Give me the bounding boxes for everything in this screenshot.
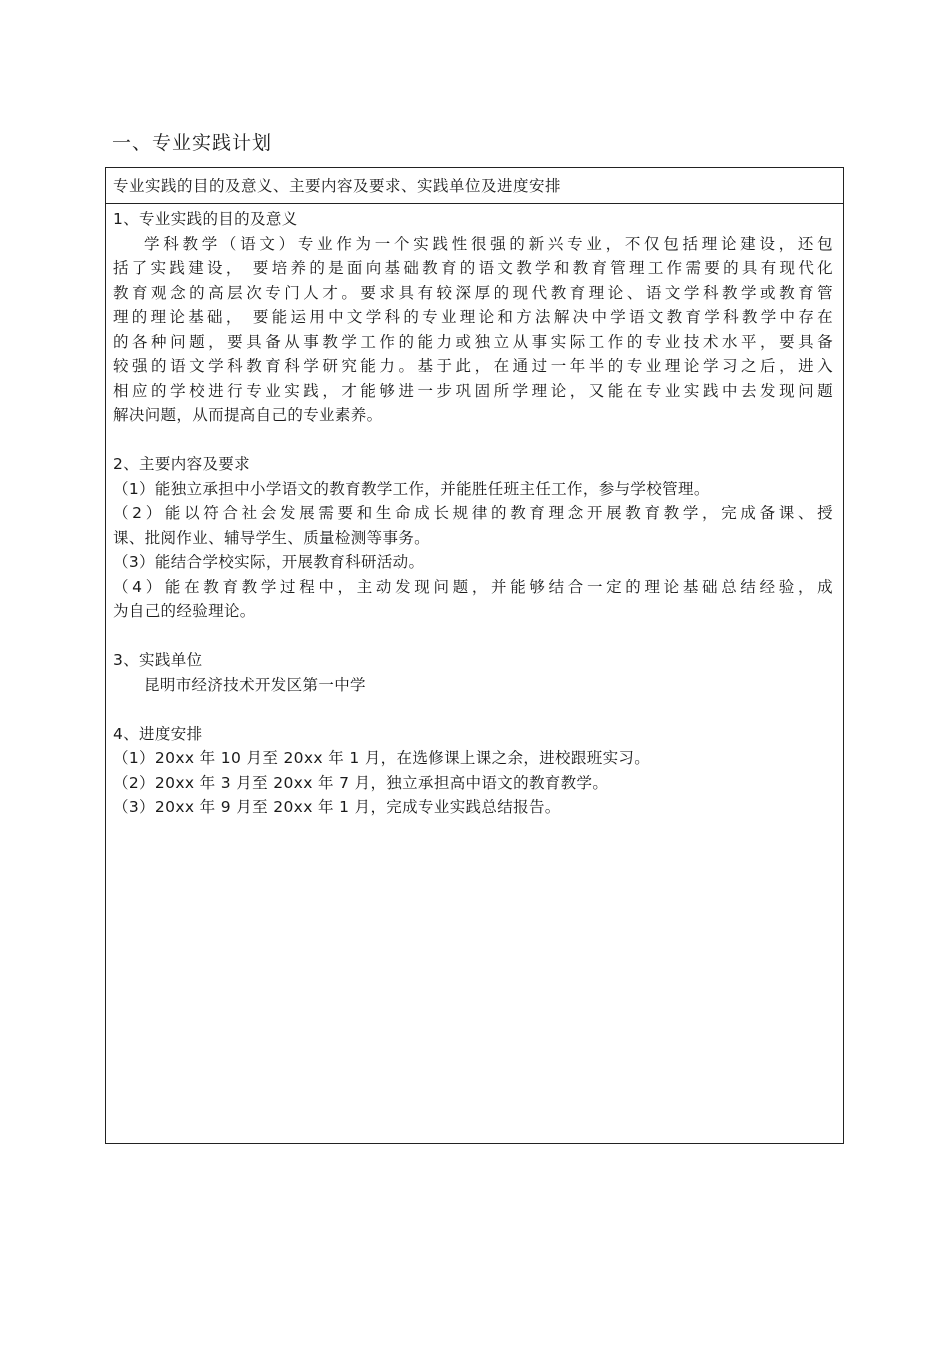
section4-heading: 4、进度安排 xyxy=(113,724,203,743)
section2-line: （4）能在教育教学过程中，主动发现问题，并能够结合一定的理论基础总结经验，成 xyxy=(113,577,833,596)
section1-line: 括了实践建设， 要培养的是面向基础教育的语文教学和教育管理工作需要的具有现代化 xyxy=(113,259,833,277)
section2-line: （1）能独立承担中小学语文的教育教学工作，并能胜任班主任工作，参与学校管理。 xyxy=(113,479,710,498)
schedule-item: （2）20xx 年 3 月至 20xx 年 7 月，独立承担高中语文的教育教学。 xyxy=(113,773,609,792)
page-title: 一、专业实践计划 xyxy=(112,132,273,154)
section1-line: 理的理论基础， 要能运用中文学科的专业理论和方法解决中学语文教育学科教学中存在 xyxy=(113,308,833,326)
section3-heading: 3、实践单位 xyxy=(113,651,203,669)
section1-heading: 1、专业实践的目的及意义 xyxy=(113,210,298,228)
section2-line: （3）能结合学校实际，开展教育科研活动。 xyxy=(113,553,425,571)
practice-unit: 昆明市经济技术开发区第一中学 xyxy=(144,675,366,694)
section2-heading: 2、主要内容及要求 xyxy=(113,455,251,473)
section1-line: 解决问题，从而提高自己的专业素养。 xyxy=(113,406,383,424)
section1-line: 教育观念的高层次专门人才。要求具有较深厚的现代教育理论、语文学科教学或教育管 xyxy=(113,283,833,302)
section2-line: （2）能以符合社会发展需要和生命成长规律的教育理念开展教育教学，完成备课、授 xyxy=(113,504,833,522)
schedule-item: （1）20xx 年 10 月至 20xx 年 1 月，在选修课上课之余，进校跟班实习。 xyxy=(113,749,651,767)
table-body xyxy=(106,204,843,820)
practice-plan-table xyxy=(105,167,844,1144)
section1-line: 的各种问题，要具备从事教学工作的能力或独立从事实际工作的专业技术水平，要具备 xyxy=(113,332,833,351)
section1-line: 较强的语文学科教育科学研究能力。基于此，在通过一年半的专业理论学习之后，进入 xyxy=(113,357,833,375)
schedule-item: （3）20xx 年 9 月至 20xx 年 1 月，完成专业实践总结报告。 xyxy=(113,798,561,816)
section2-line: 课、批阅作业、辅导学生、质量检测等事务。 xyxy=(113,528,431,547)
section1-line: 学科教学（语文）专业作为一个实践性很强的新兴专业，不仅包括理论建设，还包 xyxy=(144,234,833,253)
section1-line: 相应的学校进行专业实践，才能够进一步巩固所学理论，又能在专业实践中去发现问题 xyxy=(113,381,833,400)
table-header: 专业实践的目的及意义、主要内容及要求、实践单位及进度安排 xyxy=(106,168,843,204)
section2-line: 为自己的经验理论。 xyxy=(113,602,256,620)
